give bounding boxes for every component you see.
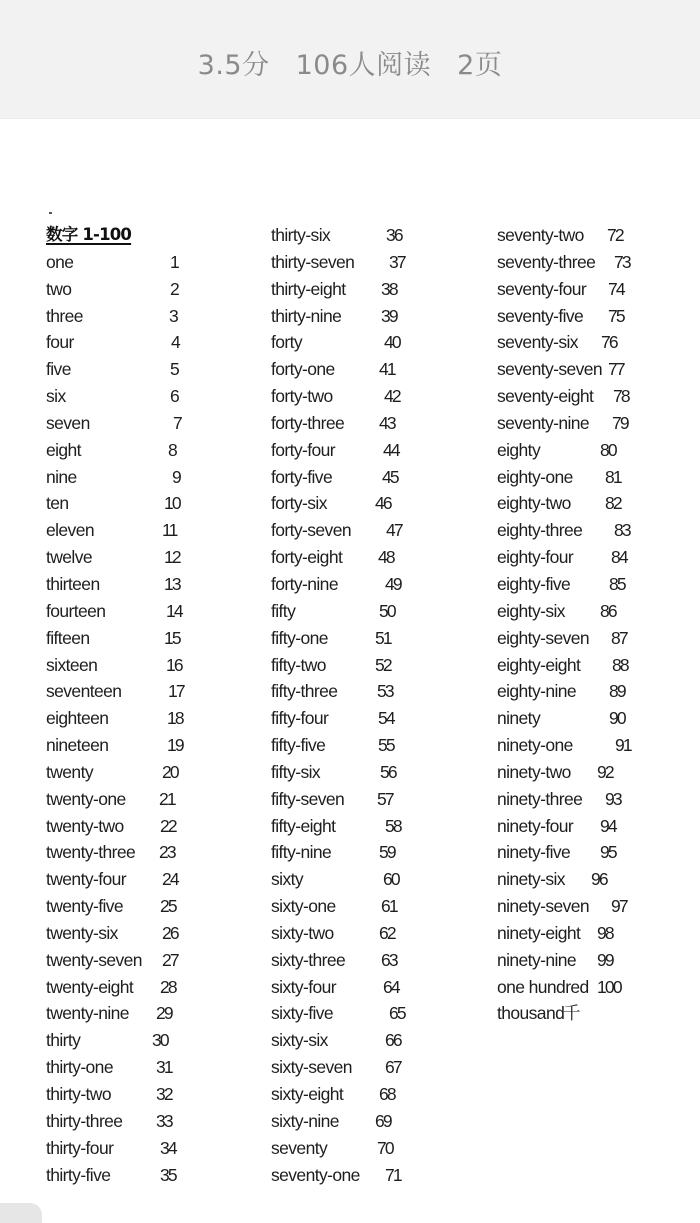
number-word: sixty-four xyxy=(271,976,336,997)
rating-text: 3.5分 xyxy=(197,49,270,81)
number-numeral: 59 xyxy=(379,842,395,863)
document-info-header xyxy=(0,0,700,119)
number-numeral: 65 xyxy=(389,1003,405,1024)
number-numeral: 9 xyxy=(172,466,180,487)
number-word: seventy-three xyxy=(497,251,596,272)
number-word: seventy xyxy=(271,1137,328,1158)
number-word: ninety-three xyxy=(497,788,583,809)
number-word: forty-four xyxy=(271,439,336,460)
number-word: twenty-three xyxy=(46,842,136,863)
number-numeral: 35 xyxy=(160,1164,176,1185)
number-numeral: 15 xyxy=(164,627,180,648)
number-numeral: 98 xyxy=(597,922,613,943)
number-word: forty-eight xyxy=(271,547,343,568)
number-numeral: 99 xyxy=(597,949,613,970)
number-numeral: 千 xyxy=(563,1003,579,1024)
number-numeral: 46 xyxy=(375,493,391,514)
number-numeral: 92 xyxy=(597,761,613,782)
number-word: thirty-four xyxy=(46,1137,114,1158)
number-word: eighty-five xyxy=(497,573,571,594)
number-word: ninety xyxy=(497,708,541,729)
number-word: fifty-three xyxy=(271,681,338,702)
number-numeral: 53 xyxy=(377,681,393,702)
number-numeral: 49 xyxy=(385,573,401,594)
number-word: forty-five xyxy=(271,466,333,487)
number-word: fifteen xyxy=(46,627,90,648)
number-numeral: 16 xyxy=(166,654,182,675)
number-numeral: 17 xyxy=(168,681,184,702)
number-numeral: 22 xyxy=(160,815,176,836)
number-word: seventeen xyxy=(46,681,122,702)
number-word: sixty-three xyxy=(271,949,346,970)
number-word: forty-nine xyxy=(271,573,338,594)
number-numeral: 74 xyxy=(608,278,624,299)
number-numeral: 47 xyxy=(386,520,402,541)
number-numeral: 78 xyxy=(613,386,629,407)
number-word: ninety-five xyxy=(497,842,571,863)
number-numeral: 96 xyxy=(591,869,607,890)
number-numeral: 82 xyxy=(605,493,621,514)
number-numeral: 61 xyxy=(381,896,397,917)
number-word: twenty-two xyxy=(46,815,124,836)
number-word: fifty-six xyxy=(271,761,321,782)
number-word: seven xyxy=(46,412,90,433)
number-numeral: 37 xyxy=(389,251,405,272)
number-numeral: 11 xyxy=(162,520,177,541)
number-word: thirty-eight xyxy=(271,278,346,299)
number-numeral: 63 xyxy=(381,949,397,970)
number-numeral: 39 xyxy=(381,305,397,326)
number-word: seventy-one xyxy=(271,1164,360,1185)
number-numeral: 10 xyxy=(164,493,180,514)
number-word: eleven xyxy=(46,520,94,541)
number-word: fifty-eight xyxy=(271,815,336,836)
number-word: eighty-one xyxy=(497,466,573,487)
number-numeral: 52 xyxy=(375,654,391,675)
number-numeral: 64 xyxy=(383,976,399,997)
number-word: two xyxy=(46,278,72,299)
number-numeral: 100 xyxy=(597,976,621,997)
number-numeral: 30 xyxy=(152,1030,168,1051)
number-numeral: 26 xyxy=(162,922,178,943)
number-numeral: 2 xyxy=(170,278,178,299)
number-word: eighteen xyxy=(46,708,109,729)
number-word: seventy-two xyxy=(497,225,584,245)
number-numeral: 8 xyxy=(168,439,176,460)
number-word: ninety-eight xyxy=(497,922,581,943)
number-numeral: 5 xyxy=(170,359,178,380)
number-numeral: 79 xyxy=(612,412,628,433)
number-numeral: 87 xyxy=(611,627,627,648)
number-word: ninety-two xyxy=(497,761,571,782)
number-numeral: 18 xyxy=(167,708,183,729)
number-numeral: 24 xyxy=(162,869,178,890)
number-word: one hundred xyxy=(497,976,589,997)
number-numeral: 45 xyxy=(382,466,398,487)
number-word: forty-two xyxy=(271,386,333,407)
number-word: twenty-one xyxy=(46,788,126,809)
number-numeral: 73 xyxy=(614,251,630,272)
number-word: sixty-two xyxy=(271,922,334,943)
number-numeral: 40 xyxy=(384,332,400,353)
number-numeral: 88 xyxy=(612,654,628,675)
number-numeral: 60 xyxy=(383,869,399,890)
number-word: thirty-seven xyxy=(271,251,355,272)
number-word: sixty-seven xyxy=(271,1057,352,1078)
number-numeral: 38 xyxy=(381,278,397,299)
number-numeral: 58 xyxy=(385,815,401,836)
number-word: sixty-six xyxy=(271,1030,328,1051)
number-numeral: 23 xyxy=(159,842,175,863)
number-word: ninety-one xyxy=(497,735,573,756)
number-numeral: 51 xyxy=(375,627,391,648)
number-numeral: 67 xyxy=(385,1057,401,1078)
number-numeral: 89 xyxy=(609,681,625,702)
number-word: thirty-two xyxy=(46,1084,111,1104)
number-word: forty-six xyxy=(271,493,327,514)
number-numeral: 34 xyxy=(160,1137,176,1158)
number-numeral: 66 xyxy=(385,1030,401,1051)
number-word: ninety-six xyxy=(497,869,565,890)
readers-count: 106人阅读 xyxy=(295,49,432,81)
number-numeral: 70 xyxy=(377,1137,393,1158)
number-numeral: 3 xyxy=(169,305,177,326)
number-word: twelve xyxy=(46,547,93,568)
number-word: ninety-nine xyxy=(497,949,577,970)
number-numeral: 33 xyxy=(156,1110,172,1131)
number-word: eighty xyxy=(497,439,541,460)
number-word: one xyxy=(46,251,74,272)
number-numeral: 76 xyxy=(601,332,617,353)
number-numeral: 4 xyxy=(171,332,179,353)
number-word: seventy-four xyxy=(497,278,587,299)
number-numeral: 85 xyxy=(609,573,625,594)
number-word: forty-one xyxy=(271,359,335,380)
number-word: fifty xyxy=(271,600,296,621)
number-word: ten xyxy=(46,493,69,514)
number-numeral: 28 xyxy=(160,976,176,997)
number-word: ninety-seven xyxy=(497,896,590,917)
number-numeral: 42 xyxy=(384,386,400,407)
number-word: thirty-one xyxy=(46,1057,113,1078)
number-numeral: 19 xyxy=(167,735,183,756)
number-numeral: 20 xyxy=(162,761,178,782)
number-numeral: 75 xyxy=(608,305,624,326)
number-word: twenty-eight xyxy=(46,976,134,997)
number-numeral: 12 xyxy=(164,547,180,568)
number-word: twenty xyxy=(46,761,93,782)
number-numeral: 91 xyxy=(615,735,631,756)
number-numeral: 80 xyxy=(600,439,616,460)
number-word: fifty-nine xyxy=(271,842,332,863)
number-word: sixty-eight xyxy=(271,1084,344,1104)
number-word: thirty-three xyxy=(46,1110,123,1131)
number-word: forty-seven xyxy=(271,520,351,541)
number-word: eighty-four xyxy=(497,547,574,568)
number-word: seventy-seven xyxy=(497,359,603,380)
number-numeral: 48 xyxy=(378,547,394,568)
number-word: eighty-two xyxy=(497,493,571,514)
number-numeral: 41 xyxy=(379,359,395,380)
number-word: twenty-seven xyxy=(46,949,142,970)
number-numeral: 7 xyxy=(173,412,181,433)
number-word: forty xyxy=(271,332,303,353)
number-numeral: 32 xyxy=(156,1084,172,1104)
number-numeral: 72 xyxy=(607,225,623,245)
number-word: fourteen xyxy=(46,600,106,621)
number-numeral: 83 xyxy=(614,520,630,541)
number-numeral: 31 xyxy=(156,1057,172,1078)
number-word: fifty-five xyxy=(271,735,326,756)
number-word: thirty-five xyxy=(46,1164,111,1185)
number-numeral: 21 xyxy=(159,788,175,809)
number-numeral: 97 xyxy=(611,896,627,917)
number-word: twenty-five xyxy=(46,896,124,917)
number-word: fifty-four xyxy=(271,708,329,729)
number-numeral: 90 xyxy=(609,708,625,729)
number-word: thirty-six xyxy=(271,225,331,245)
number-numeral: 84 xyxy=(611,547,627,568)
number-word: fifty-one xyxy=(271,627,328,648)
number-numeral: 44 xyxy=(383,439,399,460)
number-word: six xyxy=(46,386,66,407)
number-numeral: 13 xyxy=(164,573,180,594)
number-numeral: 55 xyxy=(378,735,394,756)
number-word: thirty-nine xyxy=(271,305,342,326)
number-numeral: 29 xyxy=(156,1003,172,1024)
number-word: thousand xyxy=(497,1003,565,1024)
number-word: nine xyxy=(46,466,77,487)
scan-mark xyxy=(49,212,52,214)
number-word: eighty-six xyxy=(497,600,565,621)
number-word: seventy-six xyxy=(497,332,578,353)
number-word: seventy-eight xyxy=(497,386,594,407)
number-numeral: 50 xyxy=(379,600,395,621)
number-numeral: 69 xyxy=(375,1110,391,1131)
number-numeral: 71 xyxy=(385,1164,401,1185)
number-word: twenty-nine xyxy=(46,1003,129,1024)
number-word: seventy-five xyxy=(497,305,584,326)
number-numeral: 86 xyxy=(600,600,616,621)
document-title: 数字 1-100 xyxy=(46,225,132,244)
number-numeral: 81 xyxy=(605,466,621,487)
number-numeral: 68 xyxy=(379,1084,395,1104)
scroll-handle[interactable] xyxy=(0,1203,42,1223)
number-word: sixty-nine xyxy=(271,1110,339,1131)
number-word: nineteen xyxy=(46,735,109,756)
number-numeral: 95 xyxy=(600,842,616,863)
number-word: eighty-seven xyxy=(497,627,590,648)
number-numeral: 62 xyxy=(379,922,395,943)
number-numeral: 56 xyxy=(380,761,396,782)
document-meta xyxy=(0,42,700,82)
number-word: fifty-two xyxy=(271,654,326,675)
number-word: forty-three xyxy=(271,412,345,433)
number-numeral: 77 xyxy=(608,359,624,380)
number-numeral: 1 xyxy=(170,251,178,272)
number-word: ninety-four xyxy=(497,815,574,836)
number-word: sixty xyxy=(271,869,304,890)
number-word: sixty-five xyxy=(271,1003,334,1024)
number-word: sixteen xyxy=(46,654,98,675)
number-word: sixty-one xyxy=(271,896,336,917)
number-numeral: 25 xyxy=(160,896,176,917)
number-numeral: 43 xyxy=(379,412,395,433)
number-word: fifty-seven xyxy=(271,788,345,809)
number-word: eighty-nine xyxy=(497,681,577,702)
number-word: four xyxy=(46,332,74,353)
number-word: thirty xyxy=(46,1030,81,1051)
number-word: eighty-three xyxy=(497,520,583,541)
number-numeral: 14 xyxy=(166,600,182,621)
number-word: three xyxy=(46,305,83,326)
number-word: twenty-six xyxy=(46,922,118,943)
number-numeral: 93 xyxy=(605,788,621,809)
number-numeral: 57 xyxy=(377,788,393,809)
number-word: twenty-four xyxy=(46,869,126,890)
page-count: 2页 xyxy=(457,49,503,81)
number-word: seventy-nine xyxy=(497,412,590,433)
number-word: thirteen xyxy=(46,573,100,594)
number-numeral: 94 xyxy=(600,815,616,836)
number-numeral: 36 xyxy=(386,225,402,245)
number-word: eight xyxy=(46,439,81,460)
number-numeral: 27 xyxy=(162,949,178,970)
number-numeral: 6 xyxy=(170,386,178,407)
number-word: five xyxy=(46,359,71,380)
number-numeral: 54 xyxy=(378,708,394,729)
number-word: eighty-eight xyxy=(497,654,581,675)
